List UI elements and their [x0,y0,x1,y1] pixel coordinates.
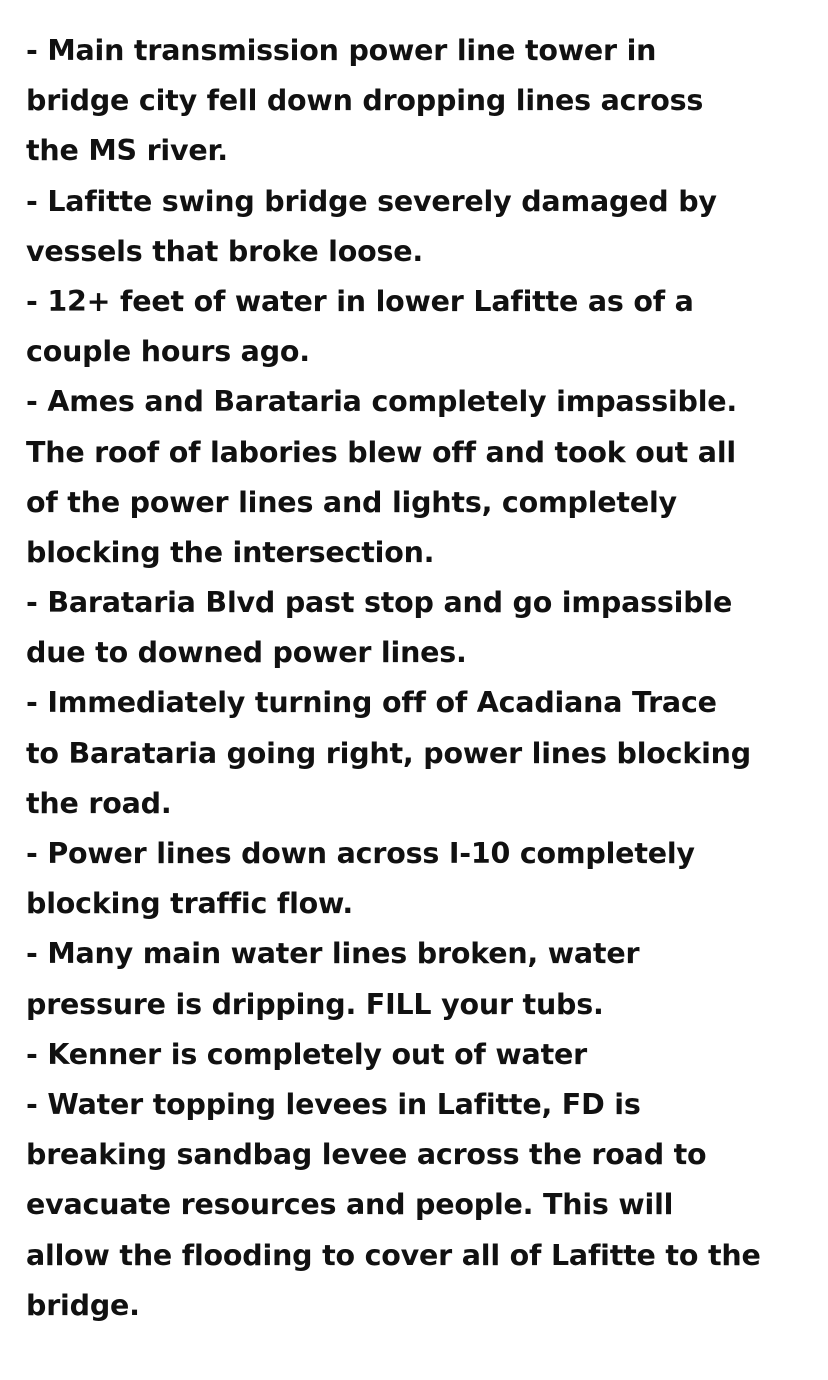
note-text-block [26,26,816,1331]
text-line: pressure is dripping. FILL your tubs. [26,987,604,1021]
text-line: - Barataria Blvd past stop and go impassible [26,586,733,620]
text-line: the road. [26,786,172,820]
text-line: couple hours ago. [26,335,310,369]
text-line: vessels that broke loose. [26,234,424,268]
text-line: - Many main water lines broken, water [26,937,640,971]
text-line: - Kenner is completely out of water [26,1037,587,1071]
text-line: - 12+ feet of water in lower Lafitte as of a [26,284,694,318]
text-line: the MS river. [26,134,228,168]
text-line: to Barataria going right, power lines blocking [26,736,751,770]
text-line: blocking traffic flow. [26,887,353,921]
text-line: breaking sandbag levee across the road to [26,1138,707,1172]
text-line: - Power lines down across I-10 completely [26,837,695,870]
text-line: - Ames and Barataria completely impassible. [26,385,738,419]
text-line: bridge. [26,1288,140,1322]
text-line: - Main transmission power line tower in [26,34,657,67]
text-line: The roof of labories blew off and took out all [26,435,736,469]
text-line: blocking the intersection. [26,535,435,569]
text-line: - Lafitte swing bridge severely damaged by [26,184,717,218]
text-line: - Immediately turning off of Acadiana Trace [26,686,717,720]
text-line: evacuate resources and people. This will [26,1188,674,1222]
text-line: - Water topping levees in Lafitte, FD is [26,1087,641,1121]
text-line: allow the flooding to cover all of Lafitte to the [26,1238,761,1272]
text-line: of the power lines and lights, completely [26,485,677,519]
text-line: due to downed power lines. [26,636,467,670]
text-line: bridge city fell down dropping lines across [26,84,704,118]
